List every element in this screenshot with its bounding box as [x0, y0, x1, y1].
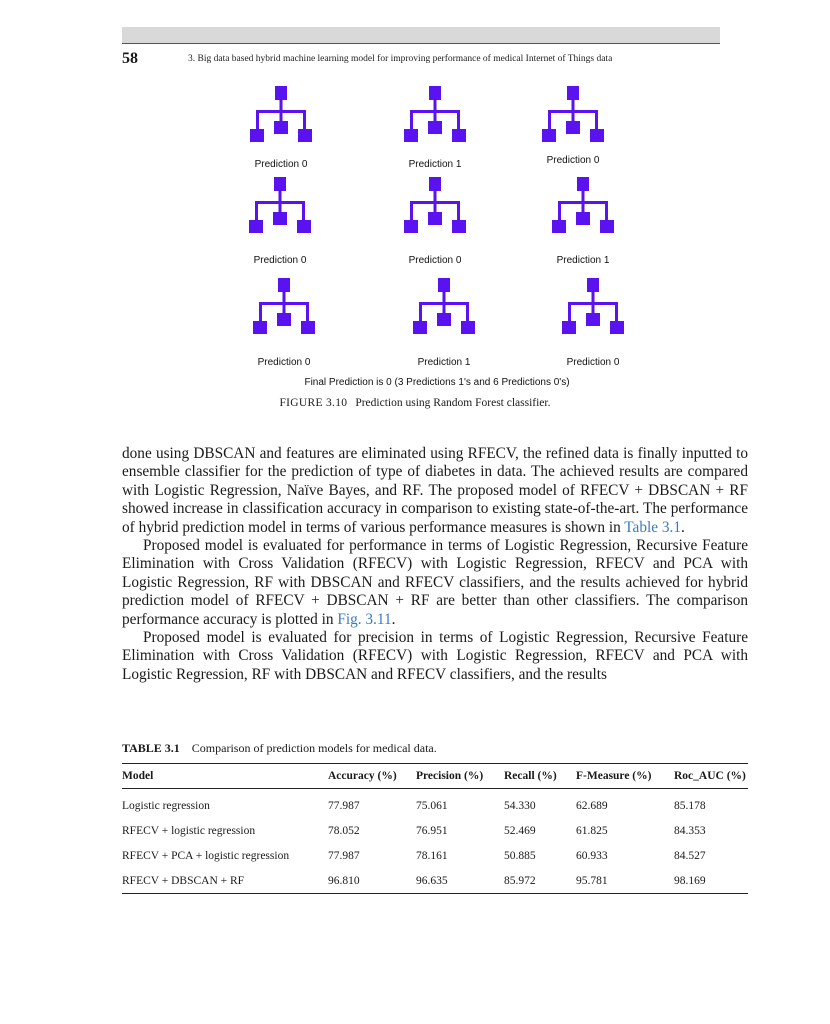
body-text — [122, 445, 748, 684]
paragraph-2-text: Proposed model is evaluated for performance in terms of Logistic Regression, Recursive Feature Elimination with Cross Validation (RFECV) with Logistic Regression, RFECV and PCA with Logistic Regression, RF with DBSCAN and RFECV classifiers, and the results achieved for hybrid prediction model of RFECV + DBSCAN + RF are better than other classifiers. The comparison performance accuracy is plotted in — [122, 537, 748, 628]
header-roc-auc: Roc_AUC (%) — [674, 764, 748, 789]
decision-tree-icon — [249, 177, 311, 266]
cell-recall: 52.469 — [504, 824, 536, 837]
table-row — [122, 868, 748, 894]
page-number: 58 — [122, 50, 138, 67]
tree-prediction-label: Prediction 0 — [253, 255, 307, 266]
tree-prediction-label: Prediction 0 — [408, 255, 462, 266]
decision-tree-icon — [404, 86, 466, 170]
header-recall: Recall (%) — [504, 764, 576, 789]
cell-accuracy: 78.052 — [328, 824, 360, 837]
header-accuracy: Accuracy (%) — [328, 764, 416, 789]
figure-caption-number: FIGURE 3.10 — [279, 397, 348, 409]
decision-tree-icon — [552, 177, 614, 266]
cell-recall: 54.330 — [504, 799, 536, 812]
header-precision: Precision (%) — [416, 764, 504, 789]
table-row — [122, 818, 748, 843]
comparison-table — [122, 763, 748, 894]
cell-accuracy: 96.810 — [328, 868, 416, 894]
table-3-1-link[interactable]: Table 3.1 — [624, 518, 681, 536]
decision-tree-icon — [562, 278, 624, 368]
table-caption-number: TABLE 3.1 — [122, 741, 180, 755]
tree-prediction-label: Prediction 1 — [556, 255, 610, 266]
decision-tree-icon — [404, 177, 466, 266]
cell-accuracy: 77.987 — [328, 799, 360, 812]
random-forest-figure — [0, 0, 830, 400]
cell-roc-auc: 98.169 — [674, 868, 748, 894]
tree-prediction-label: Prediction 1 — [408, 159, 462, 170]
tree-prediction-label: Prediction 0 — [257, 357, 311, 368]
cell-precision: 96.635 — [416, 868, 504, 894]
decision-tree-icon — [253, 278, 315, 368]
paragraph-2 — [122, 537, 748, 629]
table-caption — [122, 741, 437, 756]
cell-precision: 75.061 — [416, 799, 448, 812]
running-head: 3. Big data based hybrid machine learning model for improving performance of medical Internet of Things data — [188, 54, 613, 64]
cell-f-measure: 60.933 — [576, 849, 608, 862]
paragraph-1 — [122, 445, 748, 537]
cell-f-measure: 95.781 — [576, 868, 674, 894]
cell-accuracy: 77.987 — [328, 849, 360, 862]
figure-caption — [0, 397, 830, 409]
cell-model: RFECV + DBSCAN + RF — [122, 868, 328, 894]
decision-tree-icon — [413, 278, 475, 368]
decision-tree-icon — [542, 86, 604, 166]
cell-precision: 76.951 — [416, 824, 448, 837]
header-model: Model — [122, 764, 328, 789]
paragraph-1-text: done using DBSCAN and features are eliminated using RFECV, the refined data is finally inputted to ensemble classifier for the prediction of type of diabetes in data. The achieved results are compared with Logistic Regression, Naïve Bayes, and RF. The proposed model of RFECV + DBSCAN + RF showed increase in classification accuracy in comparison to existing state-of-the-art. The performance of hybrid prediction model in terms of various performance measures is shown in — [122, 445, 748, 536]
cell-model: RFECV + logistic regression — [122, 824, 256, 837]
cell-precision: 78.161 — [416, 849, 448, 862]
decision-tree-icon — [250, 86, 312, 170]
cell-model: Logistic regression — [122, 799, 210, 812]
final-prediction-label: Final Prediction is 0 (3 Predictions 1's and 6 Predictions 0's) — [304, 377, 570, 388]
cell-model: RFECV + PCA + logistic regression — [122, 849, 290, 862]
cell-f-measure: 62.689 — [576, 799, 608, 812]
cell-roc-auc: 84.353 — [674, 824, 706, 837]
table-row — [122, 789, 748, 819]
cell-roc-auc: 84.527 — [674, 849, 706, 862]
paragraph-3: Proposed model is evaluated for precision in terms of Logistic Regression, Recursive Feature Elimination with Cross Validation (RFECV) with Logistic Regression, RFECV and PCA with Logistic Regression, RF with DBSCAN and RFECV classifiers, and the results — [122, 629, 748, 683]
cell-recall: 85.972 — [504, 868, 576, 894]
paragraph-2-end: . — [391, 610, 396, 628]
header-f-measure: F-Measure (%) — [576, 764, 674, 789]
fig-3-11-link[interactable]: Fig. 3.11 — [337, 610, 392, 628]
table-header-row — [122, 764, 748, 789]
table-caption-text: Comparison of prediction models for medical data. — [191, 741, 437, 755]
tree-prediction-label: Prediction 0 — [546, 155, 600, 166]
cell-roc-auc: 85.178 — [674, 799, 706, 812]
figure-caption-text: Prediction using Random Forest classifier. — [355, 397, 551, 409]
tree-prediction-label: Prediction 1 — [417, 357, 471, 368]
cell-recall: 50.885 — [504, 849, 536, 862]
trees-group — [249, 86, 624, 368]
paragraph-1-end: . — [680, 518, 685, 536]
cell-f-measure: 61.825 — [576, 824, 608, 837]
table-row — [122, 843, 748, 868]
tree-prediction-label: Prediction 0 — [254, 159, 308, 170]
tree-prediction-label: Prediction 0 — [566, 357, 620, 368]
